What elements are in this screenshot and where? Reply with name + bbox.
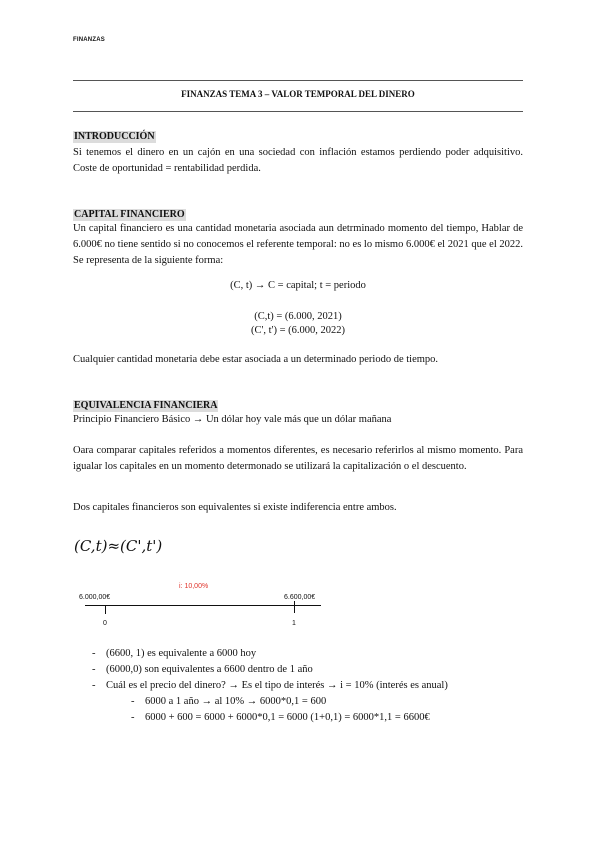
equiv-principle: Principio Financiero Básico → Un dólar hoy vale más que un dólar mañana [73,414,392,425]
list-item: - 6000 + 600 = 6000 + 6000*0,1 = 6000 (1+0,1) = 6000*1,1 = 6600€ [131,712,430,723]
equivalence-formula: (C,t)≈(C',t') [74,537,163,555]
title-rule-top [73,80,523,81]
timeline-diagram [73,580,333,640]
timeline-period-0: 0 [103,620,107,627]
intro-paragraph: Si tenemos el dinero en un cajón en una sociedad con inflación estamos perdiendo poder adquisitivo. Coste de oportunidad = rentabilidad perdida. [73,147,523,174]
list-item: - (6600, 1) es equivalente a 6000 hoy [92,648,257,659]
equiv-paragraph-1: Oara comparar capitales referidos a momentos diferentes, es necesario referirlos al mismo momento. Para igualar los capitales en un momento determonado se utilizará la capitalización o el descuento. [73,445,523,472]
section-heading-introduccion: INTRODUCCIÓN [74,131,155,142]
timeline-axis [85,605,321,606]
page-title: FINANZAS TEMA 3 – VALOR TEMPORAL DEL DINERO [181,89,415,99]
example-sublist [131,694,525,726]
capital-definition: (C, t) → C = capital; t = periodo [230,280,366,291]
timeline-right-amount: 6.600,00€ [284,594,316,601]
interest-rate-label: i: 10,00% [179,583,209,590]
section-heading-equivalencia-financiera: EQUIVALENCIA FINANCIERA [74,400,218,411]
capital-paragraph: Un capital financiero es una cantidad monetaria asociada aun detrminado momento del tiempo, Hablar de 6.000€ no tiene sentido si no conocemos el referente temporal: no es lo mismo 6.000€ el 2021 que el 2022. Se representa de la siguiente forma: [73,223,523,266]
title-rule-bottom [73,111,523,112]
page-header: FINANZAS [73,37,105,43]
capital-closing: Cualquier cantidad monetaria debe estar asociada a un determinado periodo de tiempo. [73,354,439,365]
capital-example-2: (C', t') = (6.000, 2022) [251,325,345,336]
list-item: - 6000 a 1 año → al 10% → 6000*0,1 = 600 [131,696,327,707]
equiv-paragraph-2: Dos capitales financieros son equivalentes si existe indiferencia entre ambos. [73,502,397,513]
timeline-tick-1 [294,601,295,613]
timeline-period-1: 1 [292,620,296,627]
section-heading-capital-financiero: CAPITAL FINANCIERO [74,209,185,220]
timeline-left-amount: 6.000,00€ [79,594,111,601]
example-list [92,646,526,694]
capital-example-1: (C,t) = (6.000, 2021) [254,311,342,322]
list-item: - (6000,0) son equivalentes a 6600 dentro de 1 año [92,664,313,675]
timeline-tick-0 [105,606,106,614]
list-item: - Cuál es el precio del dinero? → Es el tipo de interés → i = 10% (interés es anual) [92,680,448,691]
